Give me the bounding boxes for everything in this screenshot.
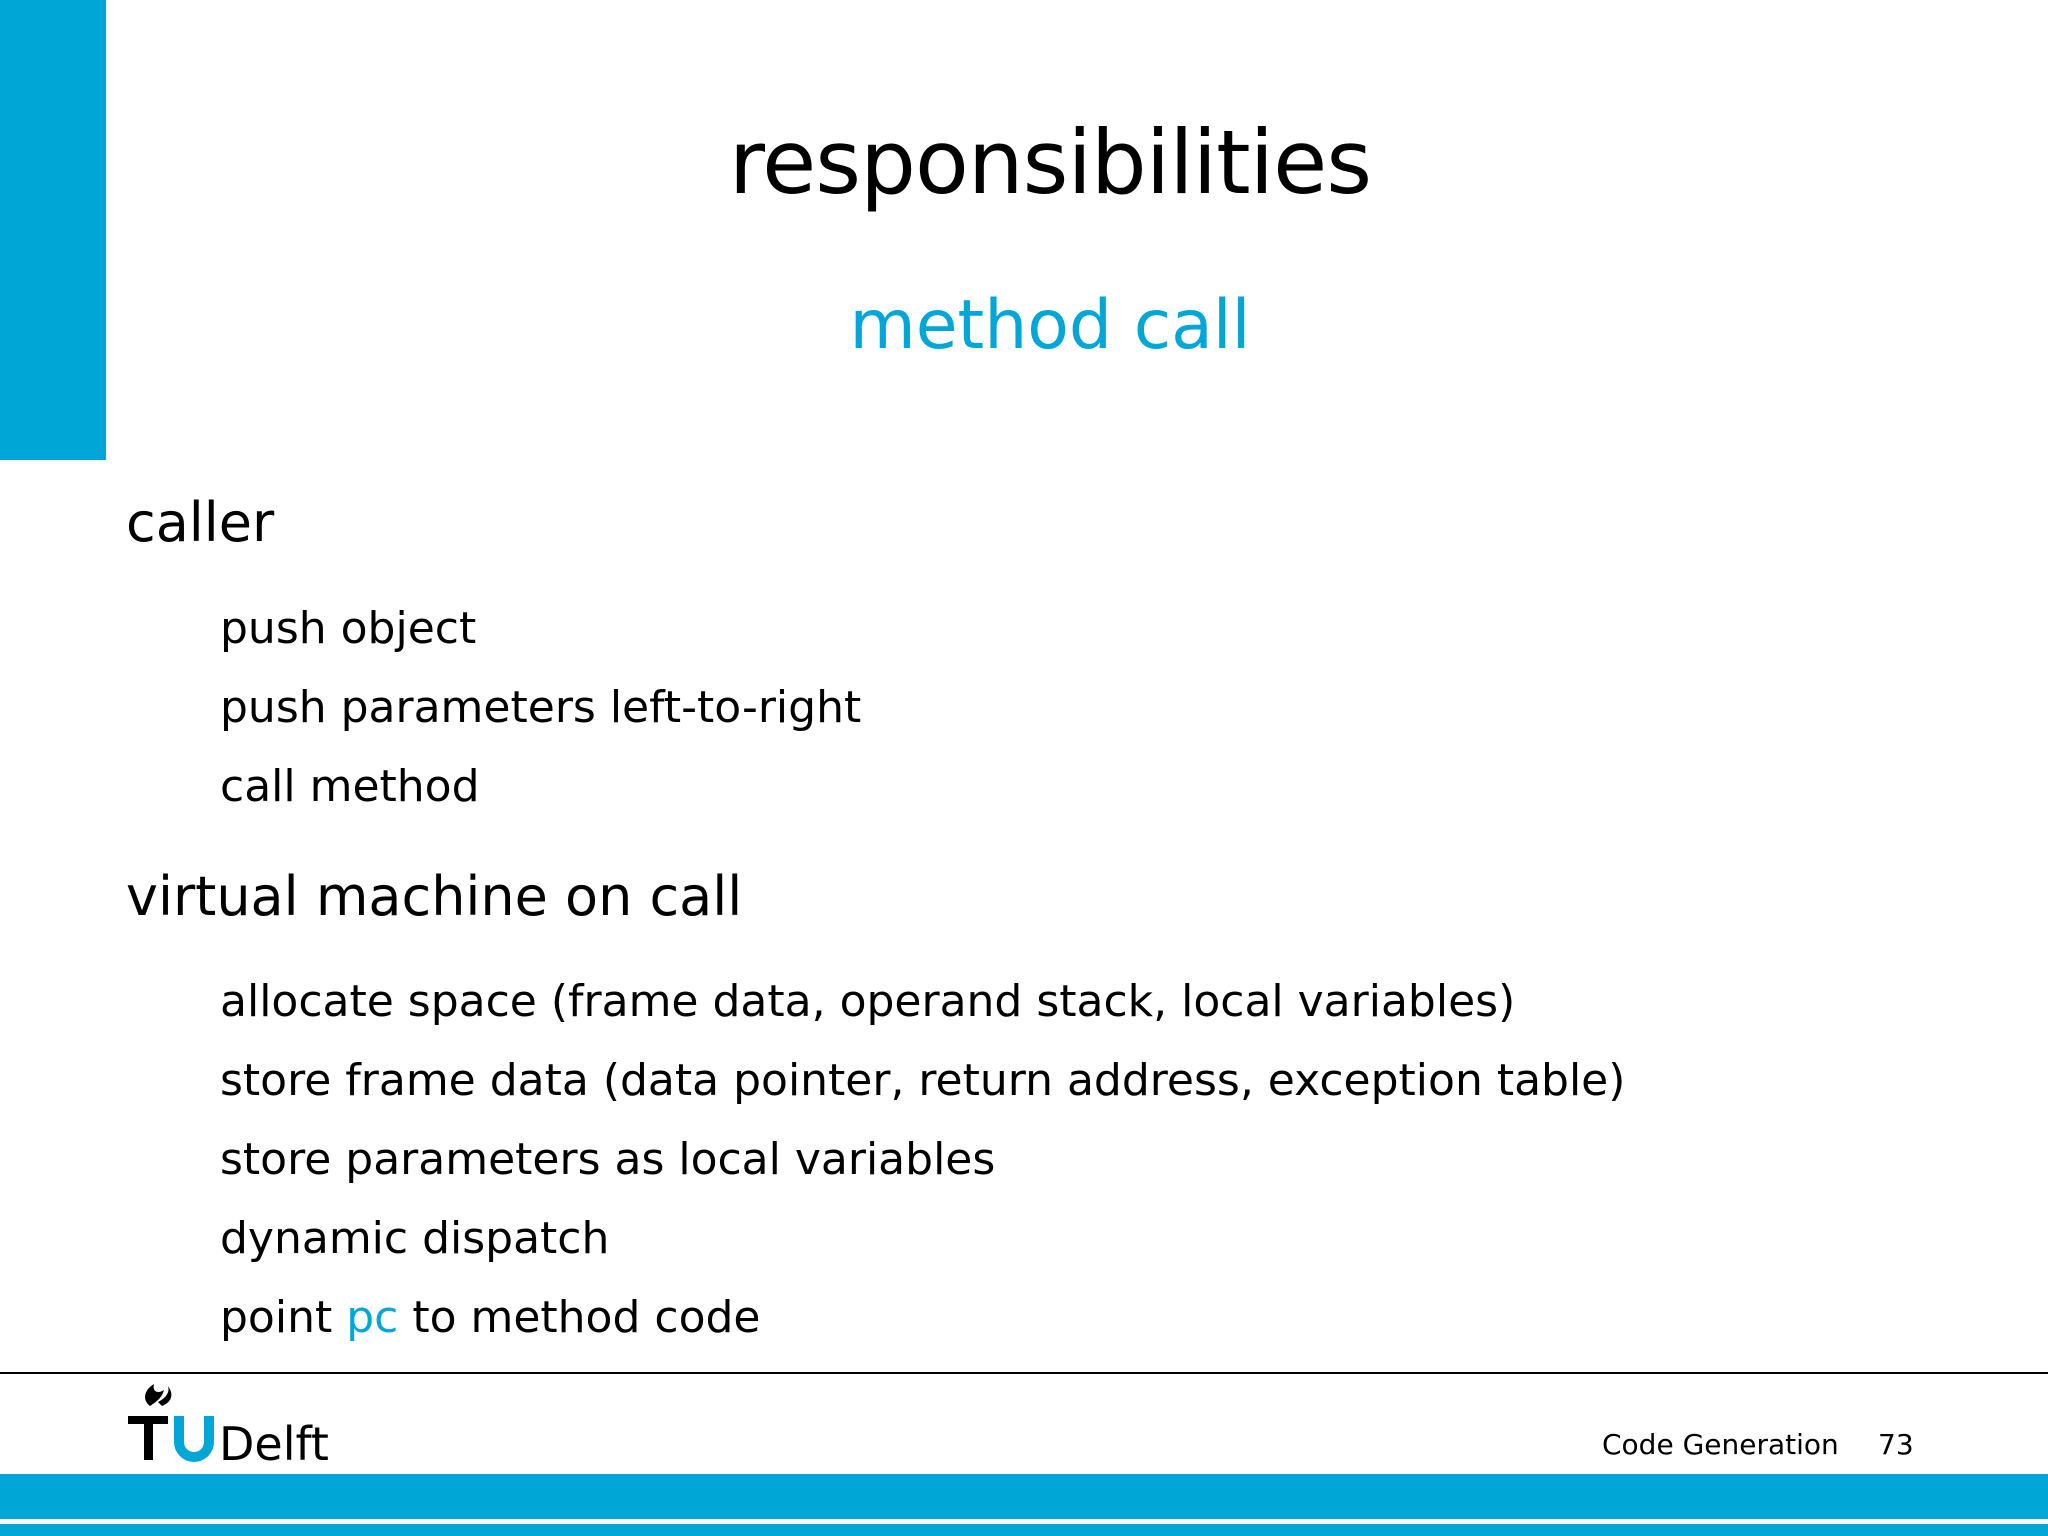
tudelft-logo [124, 1380, 334, 1464]
slide-title: responsibilities [728, 111, 1372, 214]
list-item: push object [220, 603, 477, 654]
list-item: store frame data (data pointer, return address, exception table) [220, 1055, 1626, 1106]
list-item: store parameters as local variables [220, 1134, 996, 1185]
page-number: 73 [1878, 1428, 1914, 1461]
section-heading-caller: caller [126, 491, 275, 554]
footer-accent-band [0, 1474, 2048, 1519]
list-item: dynamic dispatch [220, 1213, 610, 1264]
section-heading-virtual-machine: virtual machine on call [126, 865, 743, 928]
slide-subtitle: method call [849, 286, 1251, 365]
pc-highlight: pc [346, 1292, 399, 1343]
left-accent-bar [0, 0, 106, 460]
text-segment: to method code [398, 1292, 761, 1343]
list-item [220, 1290, 761, 1346]
text-segment: point [220, 1292, 347, 1343]
footer-course-title: Code Generation [1602, 1428, 1839, 1461]
footer-divider [0, 1372, 2048, 1374]
footer-accent-line [0, 1524, 2048, 1536]
list-item: call method [220, 761, 480, 812]
svg-text:Delft: Delft [219, 1417, 329, 1464]
list-item: push parameters left-to-right [220, 682, 862, 733]
list-item: allocate space (frame data, operand stack, local variables) [220, 976, 1516, 1027]
